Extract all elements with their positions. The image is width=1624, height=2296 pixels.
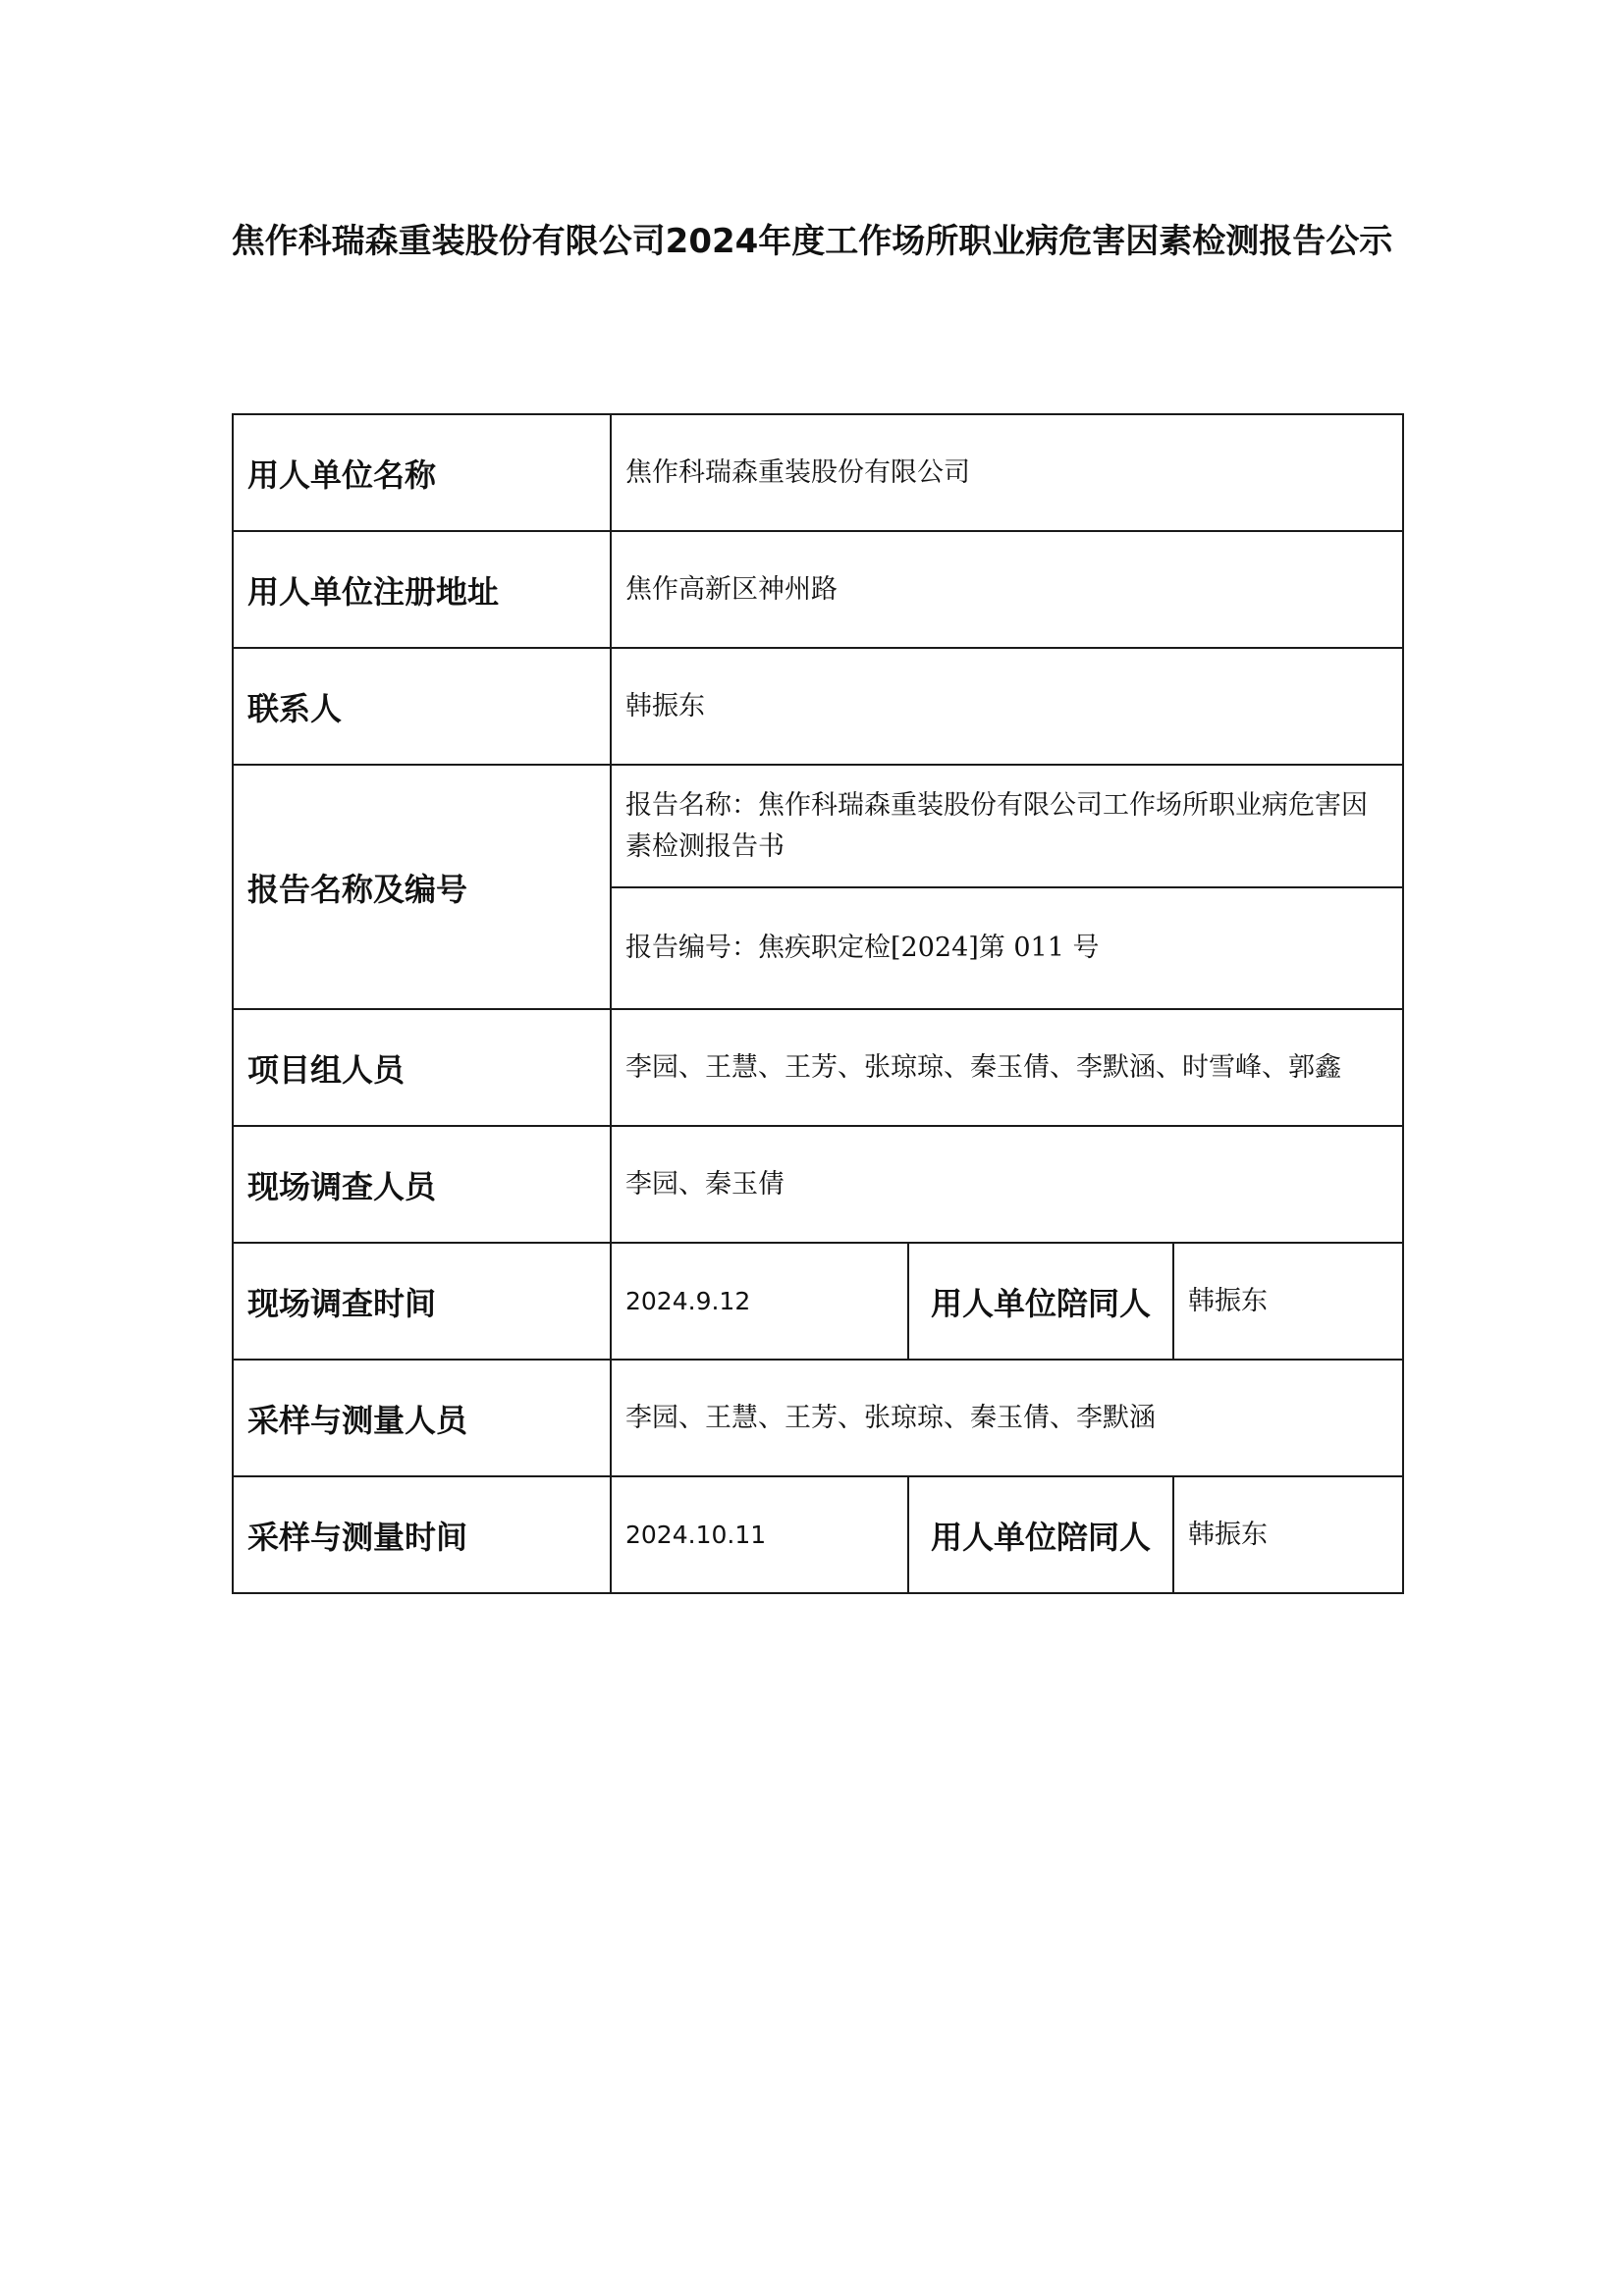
report-number-value: 报告编号：焦疾职定检[2024]第 011 号 [611,887,1403,1009]
table-row [233,531,1403,648]
info-table [232,413,1404,1594]
sampling-time-label: 采样与测量时间 [233,1476,611,1593]
table-row [233,1126,1403,1243]
report-label: 报告名称及编号 [233,765,611,1009]
project-team-label: 项目组人员 [233,1009,611,1126]
table-row [233,1243,1403,1360]
project-team-value: 李园、王慧、王芳、张琼琼、秦玉倩、李默涵、时雪峰、郭鑫 [611,1009,1403,1126]
site-escort-label: 用人单位陪同人 [908,1243,1173,1360]
site-investigation-time-label: 现场调查时间 [233,1243,611,1360]
sampling-staff-label: 采样与测量人员 [233,1360,611,1476]
sampling-time-value: 2024.10.11 [611,1476,908,1593]
employer-address-value: 焦作高新区神州路 [611,531,1403,648]
table-row [233,414,1403,531]
report-name-value: 报告名称：焦作科瑞森重装股份有限公司工作场所职业病危害因素检测报告书 [611,765,1403,887]
site-investigators-label: 现场调查人员 [233,1126,611,1243]
sampling-staff-value: 李园、王慧、王芳、张琼琼、秦玉倩、李默涵 [611,1360,1403,1476]
table-row [233,1009,1403,1126]
employer-name-value: 焦作科瑞森重装股份有限公司 [611,414,1403,531]
contact-label: 联系人 [233,648,611,765]
table-row [233,1360,1403,1476]
site-investigation-time-value: 2024.9.12 [611,1243,908,1360]
table-row [233,1476,1403,1593]
table-row [233,765,1403,887]
site-escort-value: 韩振东 [1173,1243,1403,1360]
employer-name-label: 用人单位名称 [233,414,611,531]
site-investigators-value: 李园、秦玉倩 [611,1126,1403,1243]
sampling-escort-label: 用人单位陪同人 [908,1476,1173,1593]
sampling-escort-value: 韩振东 [1173,1476,1403,1593]
employer-address-label: 用人单位注册地址 [233,531,611,648]
contact-value: 韩振东 [611,648,1403,765]
table-row [233,648,1403,765]
document-title: 焦作科瑞森重装股份有限公司2024年度工作场所职业病危害因素检测报告公示 [231,222,1393,261]
